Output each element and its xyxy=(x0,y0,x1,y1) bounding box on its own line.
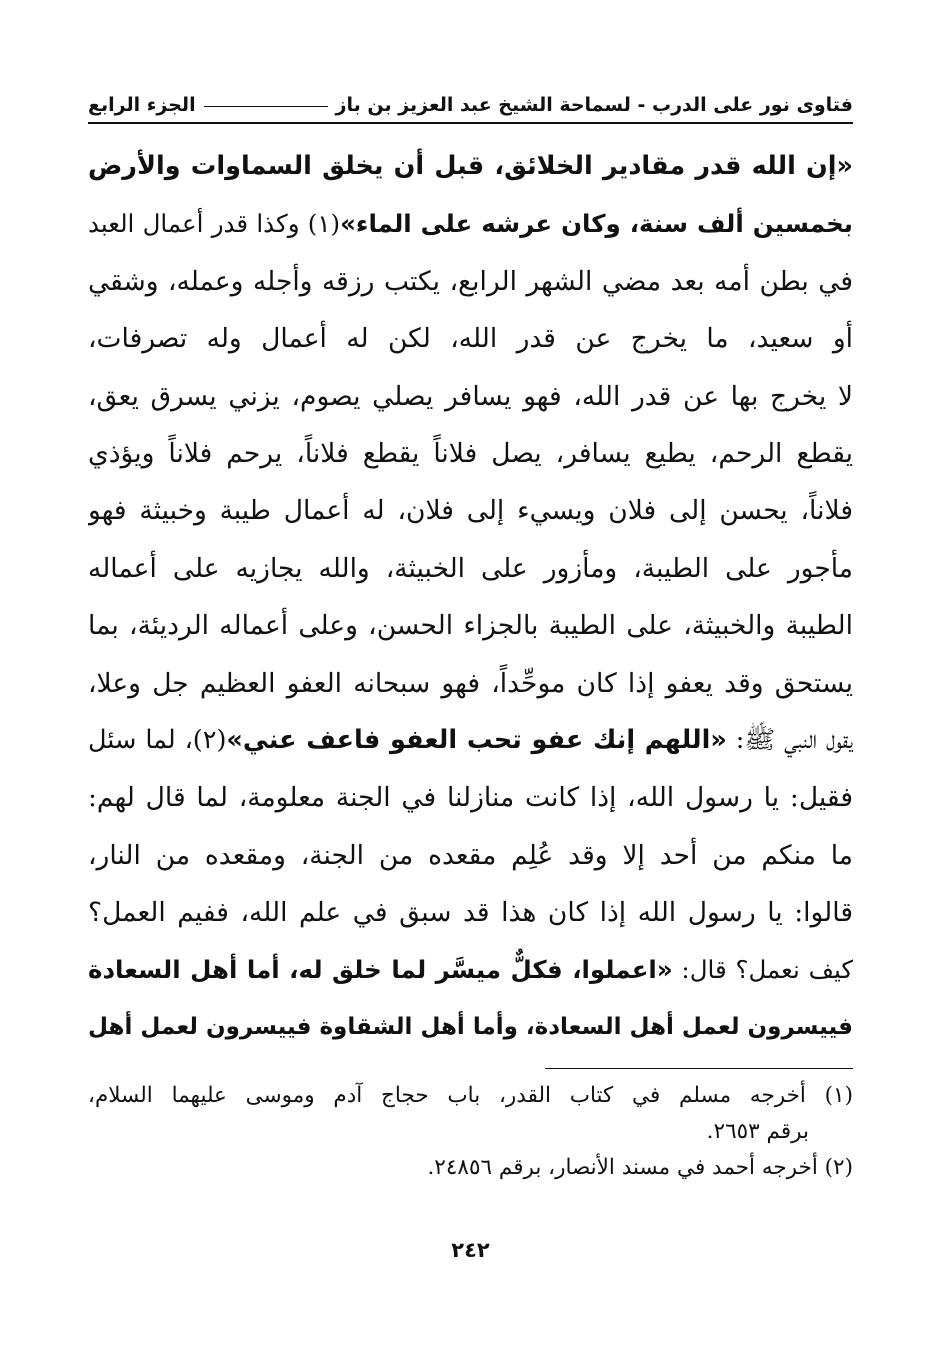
bold-quote-segment: «اللهم إنك عفو تحب العفو فاعف عني» xyxy=(226,724,727,755)
text-line xyxy=(88,884,853,941)
text-segment: (٢)، لما سئل xyxy=(88,724,227,755)
bold-quote-segment: «اعملوا، فكلٌّ ميسَّر لما خلق له، أما أهل السعادة xyxy=(88,955,673,985)
text-line xyxy=(88,999,853,1056)
footnote-1-continuation: برقم ٢٦٥٣. xyxy=(706,1119,809,1144)
text-line xyxy=(88,655,853,712)
text-line xyxy=(88,712,853,769)
text-segment: فلاناً، يحسن إلى فلان ويسيء إلى فلان، له أعمال طيبة وخبيثة فهو xyxy=(88,495,853,527)
text-line xyxy=(88,253,853,310)
text-segment: (١) وكذا قدر أعمال العبد xyxy=(88,209,341,239)
text-line xyxy=(88,769,853,826)
footnote-divider xyxy=(545,1068,853,1069)
text-segment: كيف نعمل؟ قال: xyxy=(672,955,853,985)
book-title: فتاوى نور على الدرب - لسماحة الشيخ عبد العزيز بن باز xyxy=(335,94,853,116)
header-separator xyxy=(204,106,328,107)
footnotes xyxy=(88,1078,853,1186)
text-segment: قالوا: يا رسول الله إذا كان هذا قد سبق في علم الله، ففيم العمل؟ xyxy=(88,897,853,929)
text-segment: في بطن أمه بعد مضي الشهر الرابع، يكتب رزقه وأجله وعمله، وشقي xyxy=(88,265,853,297)
text-segment: يقطع الرحم، يطيع يسافر، يصل فلاناً يقطع فلاناً، يرحم فلاناً ويؤذي xyxy=(88,437,853,469)
text-line xyxy=(88,941,853,998)
bold-quote-segment: «إن الله قدر مقادير الخلائق، قبل أن يخلق السماوات والأرض xyxy=(88,151,853,181)
text-segment: يستحق وقد يعفو إذا كان موحِّداً، فهو سبحانه العفو العظيم جل وعلا، xyxy=(88,667,853,699)
bold-quote-segment: بخمسين ألف سنة، وكان عرشه على الماء» xyxy=(340,209,853,239)
footnote-2: (٢) أخرجه أحمد في مسند الأنصار، برقم ٢٤٨٥٦. xyxy=(427,1155,853,1180)
text-line xyxy=(88,195,853,252)
volume-label: الجزء الرابع xyxy=(88,94,196,116)
text-segment: أو سعيد، ما يخرج عن قدر الله، لكن له أعمال وله تصرفات، xyxy=(88,323,853,355)
text-line xyxy=(88,827,853,884)
main-text xyxy=(88,138,853,1056)
running-header xyxy=(88,76,853,124)
text-line xyxy=(88,310,853,367)
footnote-1: (١) أخرجه مسلم في كتاب القدر، باب حجاج آدم وموسى عليهما السلام، xyxy=(88,1083,853,1108)
text-line xyxy=(88,540,853,597)
text-segment: الطيبة والخبيثة، على الطيبة بالجزاء الحسن، وعلى أعماله الرديئة، بما xyxy=(88,610,853,642)
text-line xyxy=(88,425,853,482)
text-line xyxy=(88,597,853,654)
text-line xyxy=(88,368,853,425)
page-number: ٢٤٢ xyxy=(451,1238,490,1262)
text-segment: لا يخرج بها عن قدر الله، فهو يسافر يصلي يصوم، يزني يسرق يعق، xyxy=(88,380,853,412)
text-segment: ما منكم من أحد إلا وقد عُلِم مقعده من الجنة، ومقعده من النار، xyxy=(88,839,853,871)
bold-quote-segment: فييسرون لعمل أهل السعادة، وأما أهل الشقاوة فييسرون لعمل أهل xyxy=(88,1013,853,1040)
text-line xyxy=(88,482,853,539)
text-segment: مأجور على الطيبة، ومأزور على الخبيثة، والله يجازيه على أعماله xyxy=(88,552,853,584)
text-segment: يقول النبي ﷺ: xyxy=(726,724,853,755)
text-segment: فقيل: يا رسول الله، إذا كانت منازلنا في الجنة معلومة، لما قال لهم: xyxy=(88,782,853,814)
text-line xyxy=(88,138,853,195)
